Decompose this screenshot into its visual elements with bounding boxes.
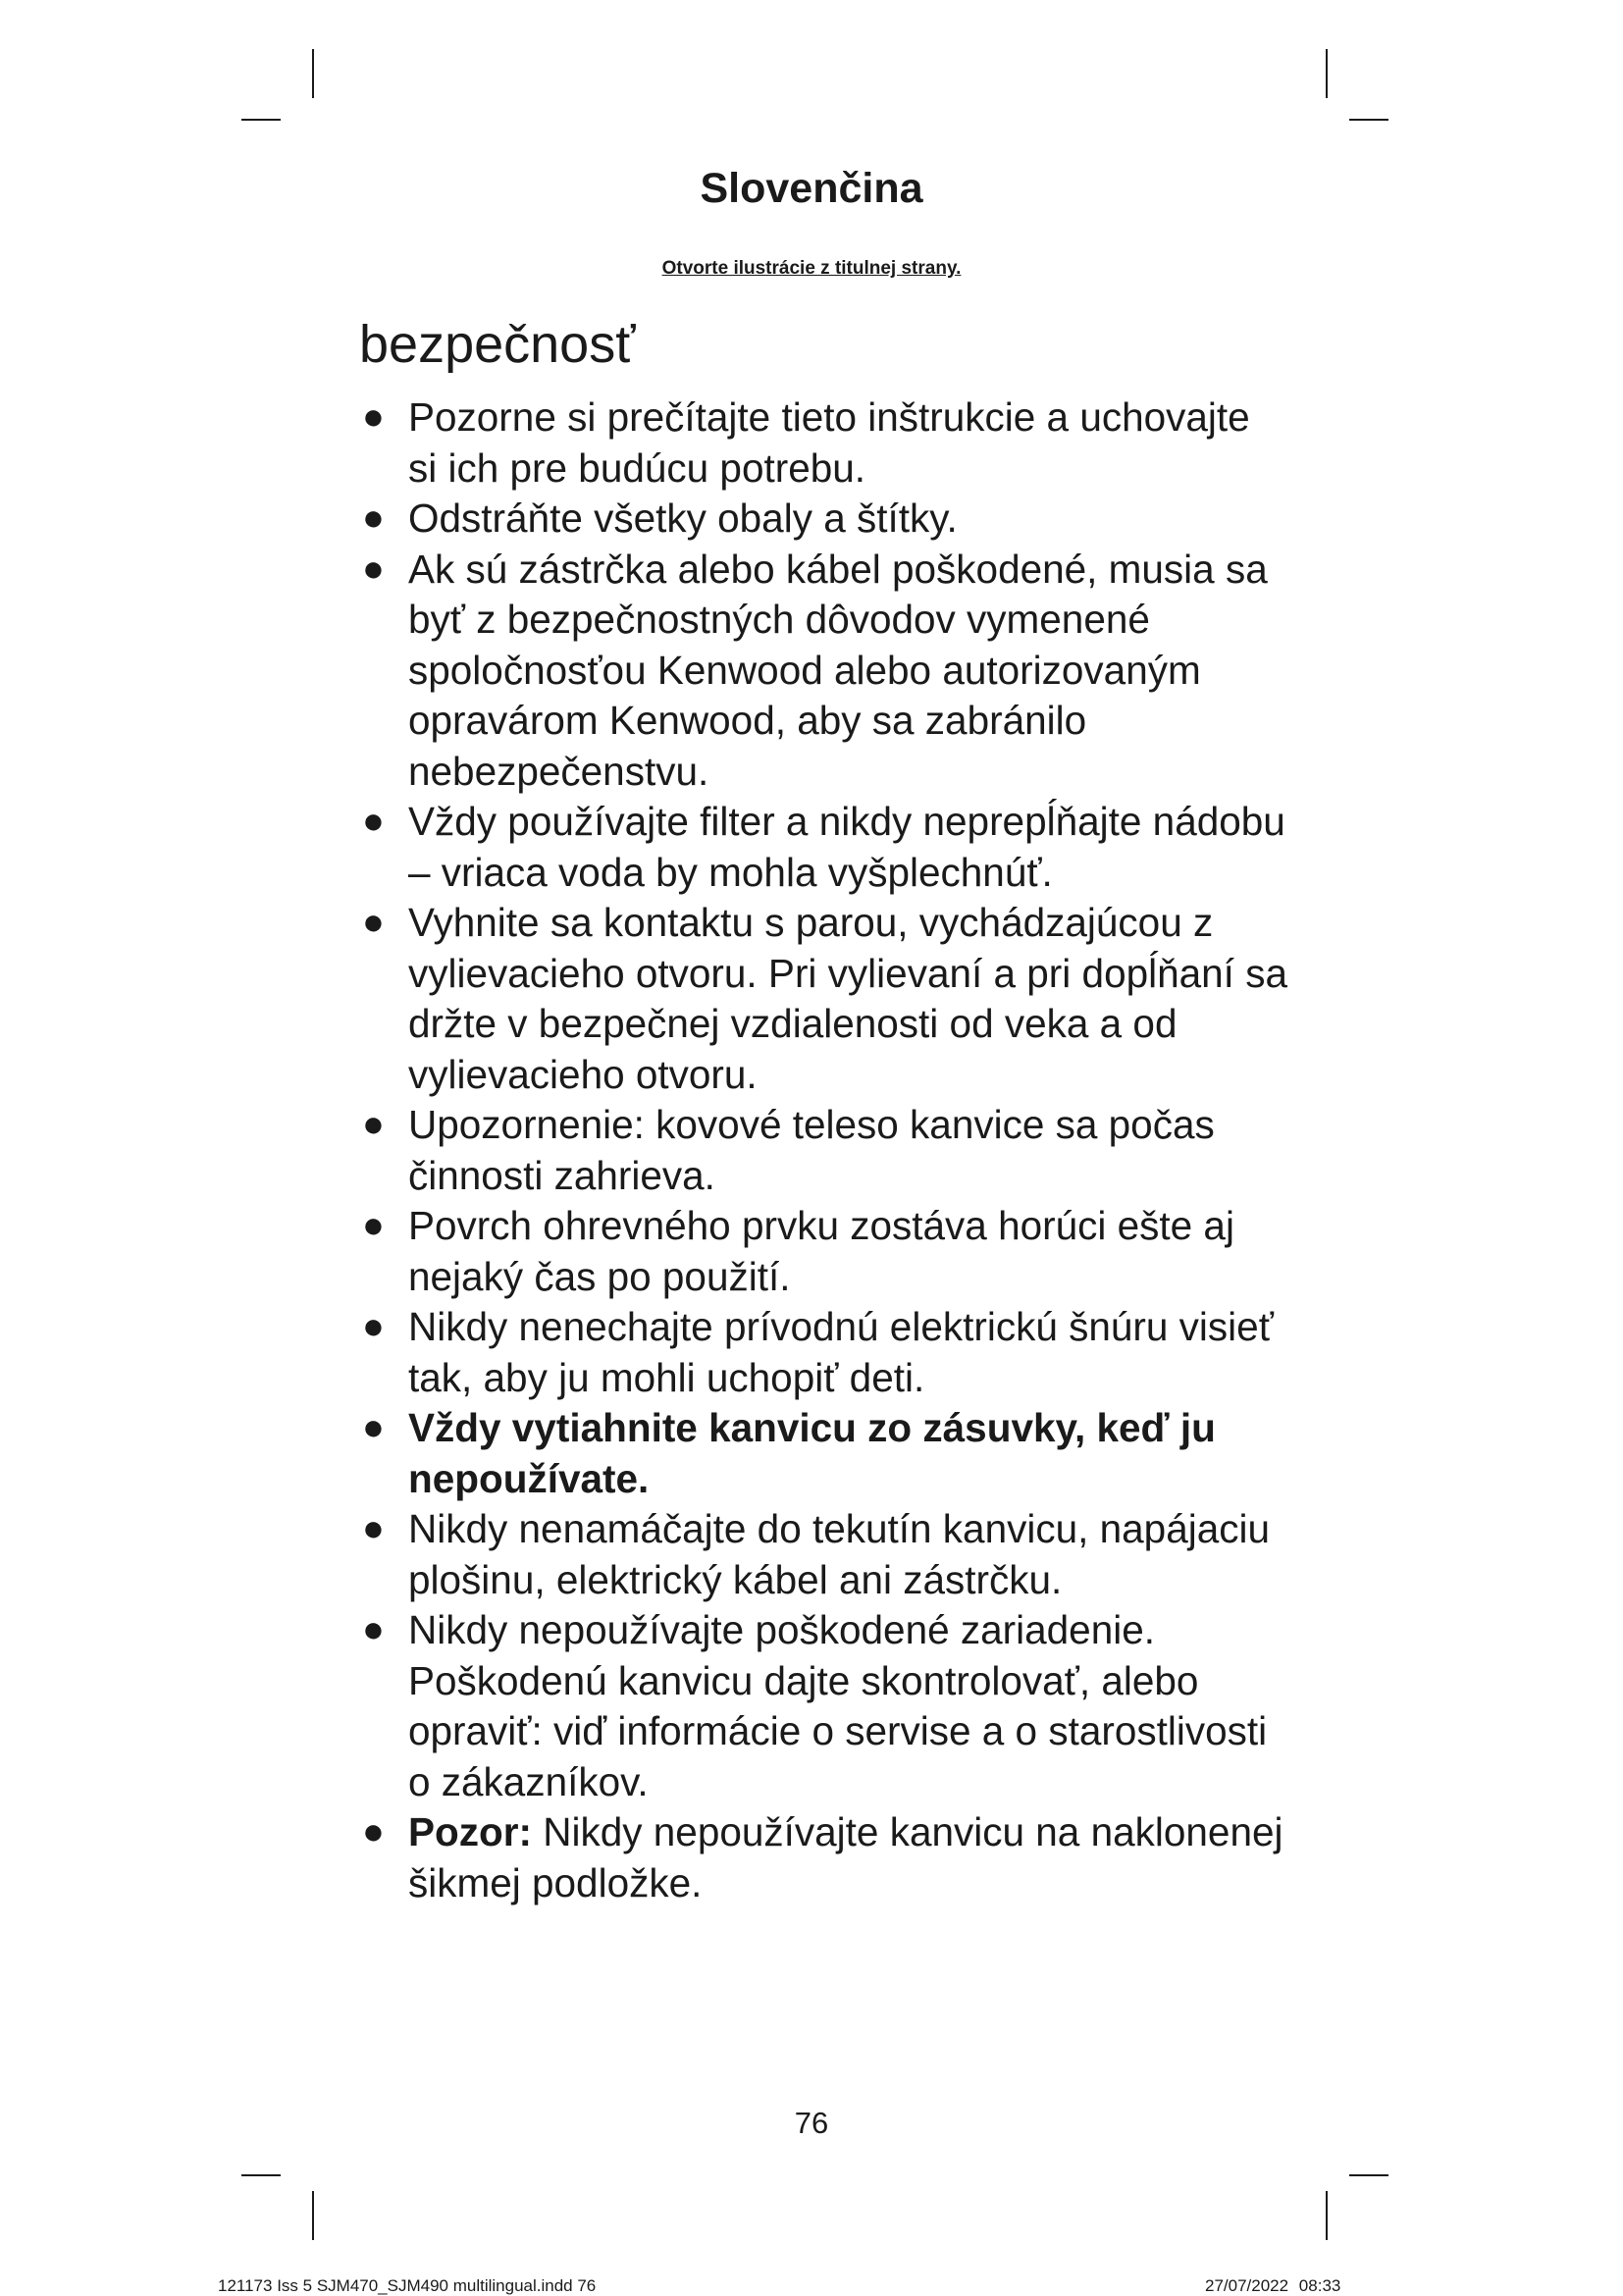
crop-mark [241, 2174, 281, 2176]
bullet-icon: ● [362, 497, 385, 539]
list-item [357, 1100, 1289, 1201]
list-item-text: Nikdy nepoužívajte kanvicu na naklonenej šikmej podložke. [408, 1809, 1283, 1905]
bullet-icon: ● [362, 1306, 385, 1347]
list-item-text: Vyhnite sa kontaktu s parou, vychádzajúcou z vylievacieho otvoru. Pri vylievaní a pri dopĺňaní sa držte v bezpečnej vzdialenosti od veka a od vylievacieho otvoru. [408, 900, 1287, 1097]
bullet-icon: ● [362, 1609, 385, 1650]
crop-mark [1349, 119, 1388, 121]
list-item [357, 494, 1289, 545]
list-item-text: Vždy vytiahnite kanvicu zo zásuvky, keď ju nepoužívate. [408, 1405, 1216, 1501]
footer-file-info: 121173 Iss 5 SJM470_SJM490 multilingual.indd 76 [218, 2276, 597, 2295]
list-item [357, 797, 1289, 898]
list-item-text: Povrch ohrevného prvku zostáva horúci ešte aj nejaký čas po použití. [408, 1203, 1234, 1299]
list-item-bold [357, 1403, 1289, 1504]
bullet-icon: ● [362, 1104, 385, 1145]
list-item [357, 392, 1289, 494]
bullet-icon: ● [362, 801, 385, 842]
language-title: Slovenčina [700, 165, 923, 212]
crop-mark [1326, 49, 1328, 98]
crop-mark [1349, 2174, 1388, 2176]
list-item-text: Upozornenie: kovové teleso kanvice sa počas činnosti zahrieva. [408, 1102, 1215, 1198]
bullet-icon: ● [362, 1811, 385, 1852]
list-item [357, 1504, 1289, 1605]
crop-mark [312, 49, 314, 98]
warning-label: Pozor: [408, 1809, 532, 1854]
page-number: 76 [794, 2106, 829, 2140]
list-item-text: Pozorne si prečítajte tieto inštrukcie a uchovajte si ich pre budúcu potrebu. [408, 394, 1250, 491]
bullet-icon: ● [362, 1508, 385, 1549]
safety-list [357, 392, 1289, 1908]
list-item [357, 1605, 1289, 1807]
crop-mark [312, 2191, 314, 2240]
list-item [357, 1302, 1289, 1403]
bullet-icon: ● [362, 1205, 385, 1246]
footer-datetime: 27/07/2022 08:33 [1205, 2276, 1341, 2295]
bullet-icon: ● [362, 396, 385, 438]
list-item-text: Vždy používajte filter a nikdy neprepĺňajte nádobu – vriaca voda by mohla vyšplechnúť. [408, 799, 1285, 895]
list-item [357, 898, 1289, 1100]
crop-mark [1326, 2191, 1328, 2240]
list-item-text: Nikdy nenamáčajte do tekutín kanvicu, napájaciu plošinu, elektrický kábel ani zástrčku. [408, 1506, 1271, 1602]
list-item [357, 1201, 1289, 1302]
bullet-icon: ● [362, 902, 385, 943]
list-item-text: Nikdy nenechajte prívodnú elektrickú šnúru visieť tak, aby ju mohli uchopiť deti. [408, 1304, 1274, 1400]
list-item-text: Ak sú zástrčka alebo kábel poškodené, musia sa byť z bezpečnostných dôvodov vymenené spoločnosťou Kenwood alebo autorizovaným opravárom Kenwood, aby sa zabránilo nebezpečenstvu. [408, 546, 1268, 794]
bullet-icon: ● [362, 1407, 385, 1448]
list-item-text: Nikdy nepoužívajte poškodené zariadenie. Poškodenú kanvicu dajte skontrolovať, alebo opraviť: viď informácie o servise a o starostlivosti o zákazníkov. [408, 1607, 1268, 1804]
list-item-text: Odstráňte všetky obaly a štítky. [408, 496, 958, 541]
subtitle: Otvorte ilustrácie z titulnej strany. [661, 258, 962, 279]
list-item [357, 545, 1289, 798]
list-item [357, 1807, 1289, 1908]
section-heading: bezpečnosť [359, 315, 636, 374]
bullet-icon: ● [362, 548, 385, 590]
crop-mark [241, 119, 281, 121]
